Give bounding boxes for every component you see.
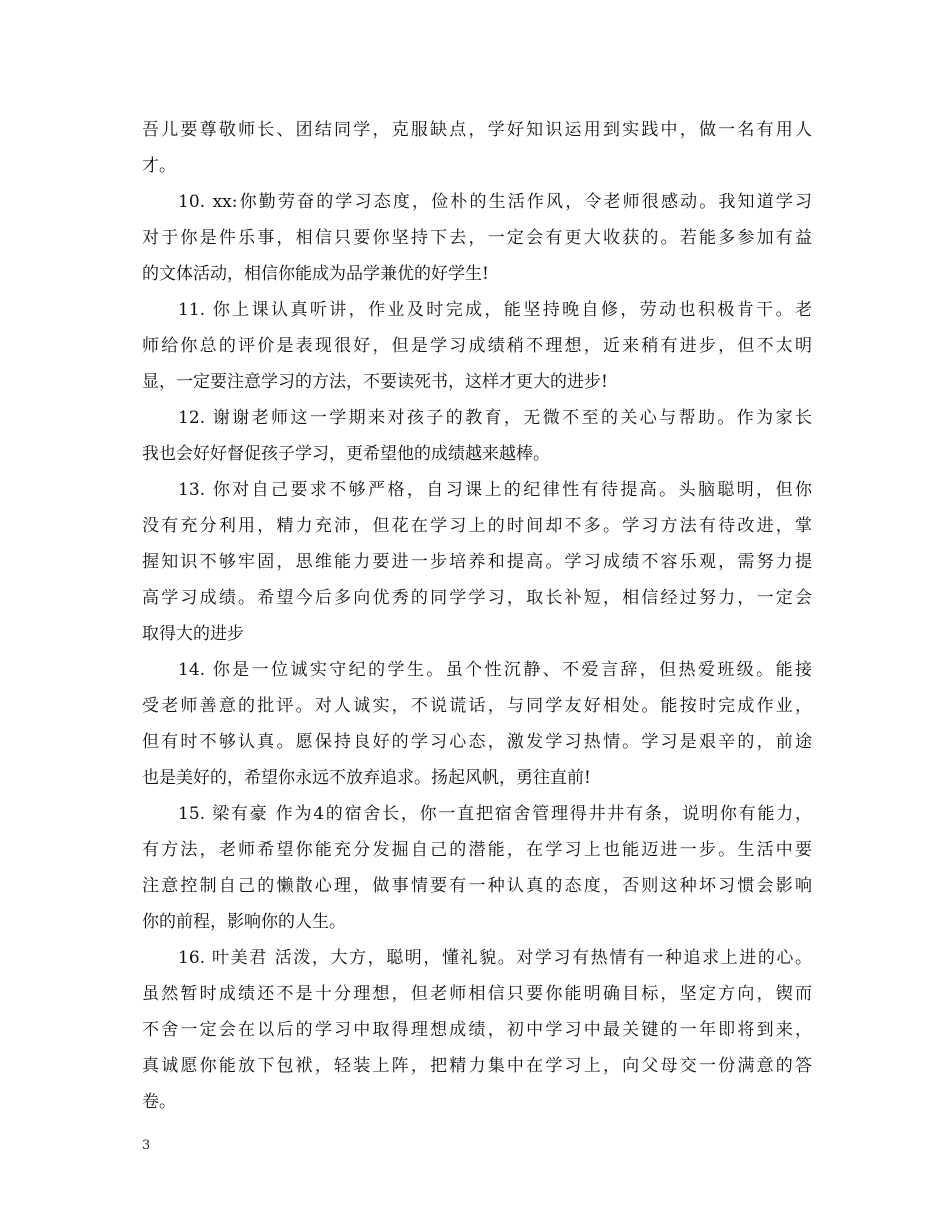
body-line: 真诚愿你能放下包袱，轻装上阵，把精力集中在学习上，向父母交一份满意的答: [142, 1056, 812, 1076]
body-line: 握知识不够牢固，思维能力要进一步培养和提高。学习成绩不容乐观，需努力提: [142, 552, 812, 572]
paragraph-12-line: 12. 谢谢老师这一学期来对孩子的教育，无微不至的关心与帮助。作为家长: [178, 408, 812, 428]
body-line: 注意控制自己的懒散心理，做事情要有一种认真的态度，否则这种坏习惯会影响: [142, 876, 812, 896]
body-line: 有方法，老师希望你能充分发掘自己的潜能，在学习上也能迈进一步。生活中要: [142, 840, 812, 860]
body-line: 高学习成绩。希望今后多向优秀的同学学习，取长补短，相信经过努力，一定会: [142, 588, 812, 608]
body-line: 也是美好的，希望你永远不放弃追求。扬起风帆，勇往直前!: [142, 768, 591, 788]
body-line: 我也会好好督促孩子学习，更希望他的成绩越来越棒。: [142, 444, 550, 464]
body-line: 吾儿要尊敬师长、团结同学，克服缺点，学好知识运用到实践中，做一名有用人: [142, 120, 812, 140]
body-line: 受老师善意的批评。对人诚实，不说谎话，与同学友好相处。能按时完成作业，: [142, 696, 812, 716]
paragraph-10-line: 10. xx:你勤劳奋的学习态度，俭朴的生活作风，令老师很感动。我知道学习: [178, 192, 812, 212]
body-line: 师给你总的评价是表现很好，但是学习成绩稍不理想，近来稍有进步，但不太明: [142, 336, 812, 356]
paragraph-14-line: 14. 你是一位诚实守纪的学生。虽个性沉静、不爱言辞，但热爱班级。能接: [178, 660, 812, 680]
body-line: 才。: [142, 156, 176, 176]
body-line: 虽然暂时成绩还不是十分理想，但老师相信只要你能明确目标，坚定方向，锲而: [142, 984, 812, 1004]
paragraph-13-line: 13. 你对自己要求不够严格，自习课上的纪律性有待提高。头脑聪明，但你: [178, 480, 812, 500]
body-line: 显，一定要注意学习的方法，不要读死书，这样才更大的进步!: [142, 372, 608, 392]
body-line: 你的前程，影响你的人生。: [142, 912, 346, 932]
paragraph-15-line: 15. 梁有豪 作为4的宿舍长，你一直把宿舍管理得井井有条，说明你有能力，: [178, 804, 812, 824]
body-line: 不舍一定会在以后的学习中取得理想成绩，初中学习中最关键的一年即将到来，: [142, 1020, 812, 1040]
body-line: 取得大的进步: [142, 624, 244, 644]
body-line: 但有时不够认真。愿保持良好的学习心态，激发学习热情。学习是艰辛的，前途: [142, 732, 812, 752]
page-number: 3: [142, 1138, 151, 1153]
document-body: [142, 112, 812, 1120]
body-line: 对于你是件乐事，相信只要你坚持下去，一定会有更大收获的。若能多参加有益: [142, 228, 812, 248]
paragraph-11-line: 11. 你上课认真听讲，作业及时完成，能坚持晚自修，劳动也积极肯干。老: [178, 300, 812, 320]
body-line: 没有充分利用，精力充沛，但花在学习上的时间却不多。学习方法有待改进，掌: [142, 516, 812, 536]
paragraph-16-line: 16. 叶美君 活泼，大方，聪明，懂礼貌。对学习有热情有一种追求上进的心。: [178, 948, 812, 968]
body-line: 的文体活动，相信你能成为品学兼优的好学生!: [142, 264, 489, 284]
body-line: 卷。: [142, 1092, 176, 1112]
